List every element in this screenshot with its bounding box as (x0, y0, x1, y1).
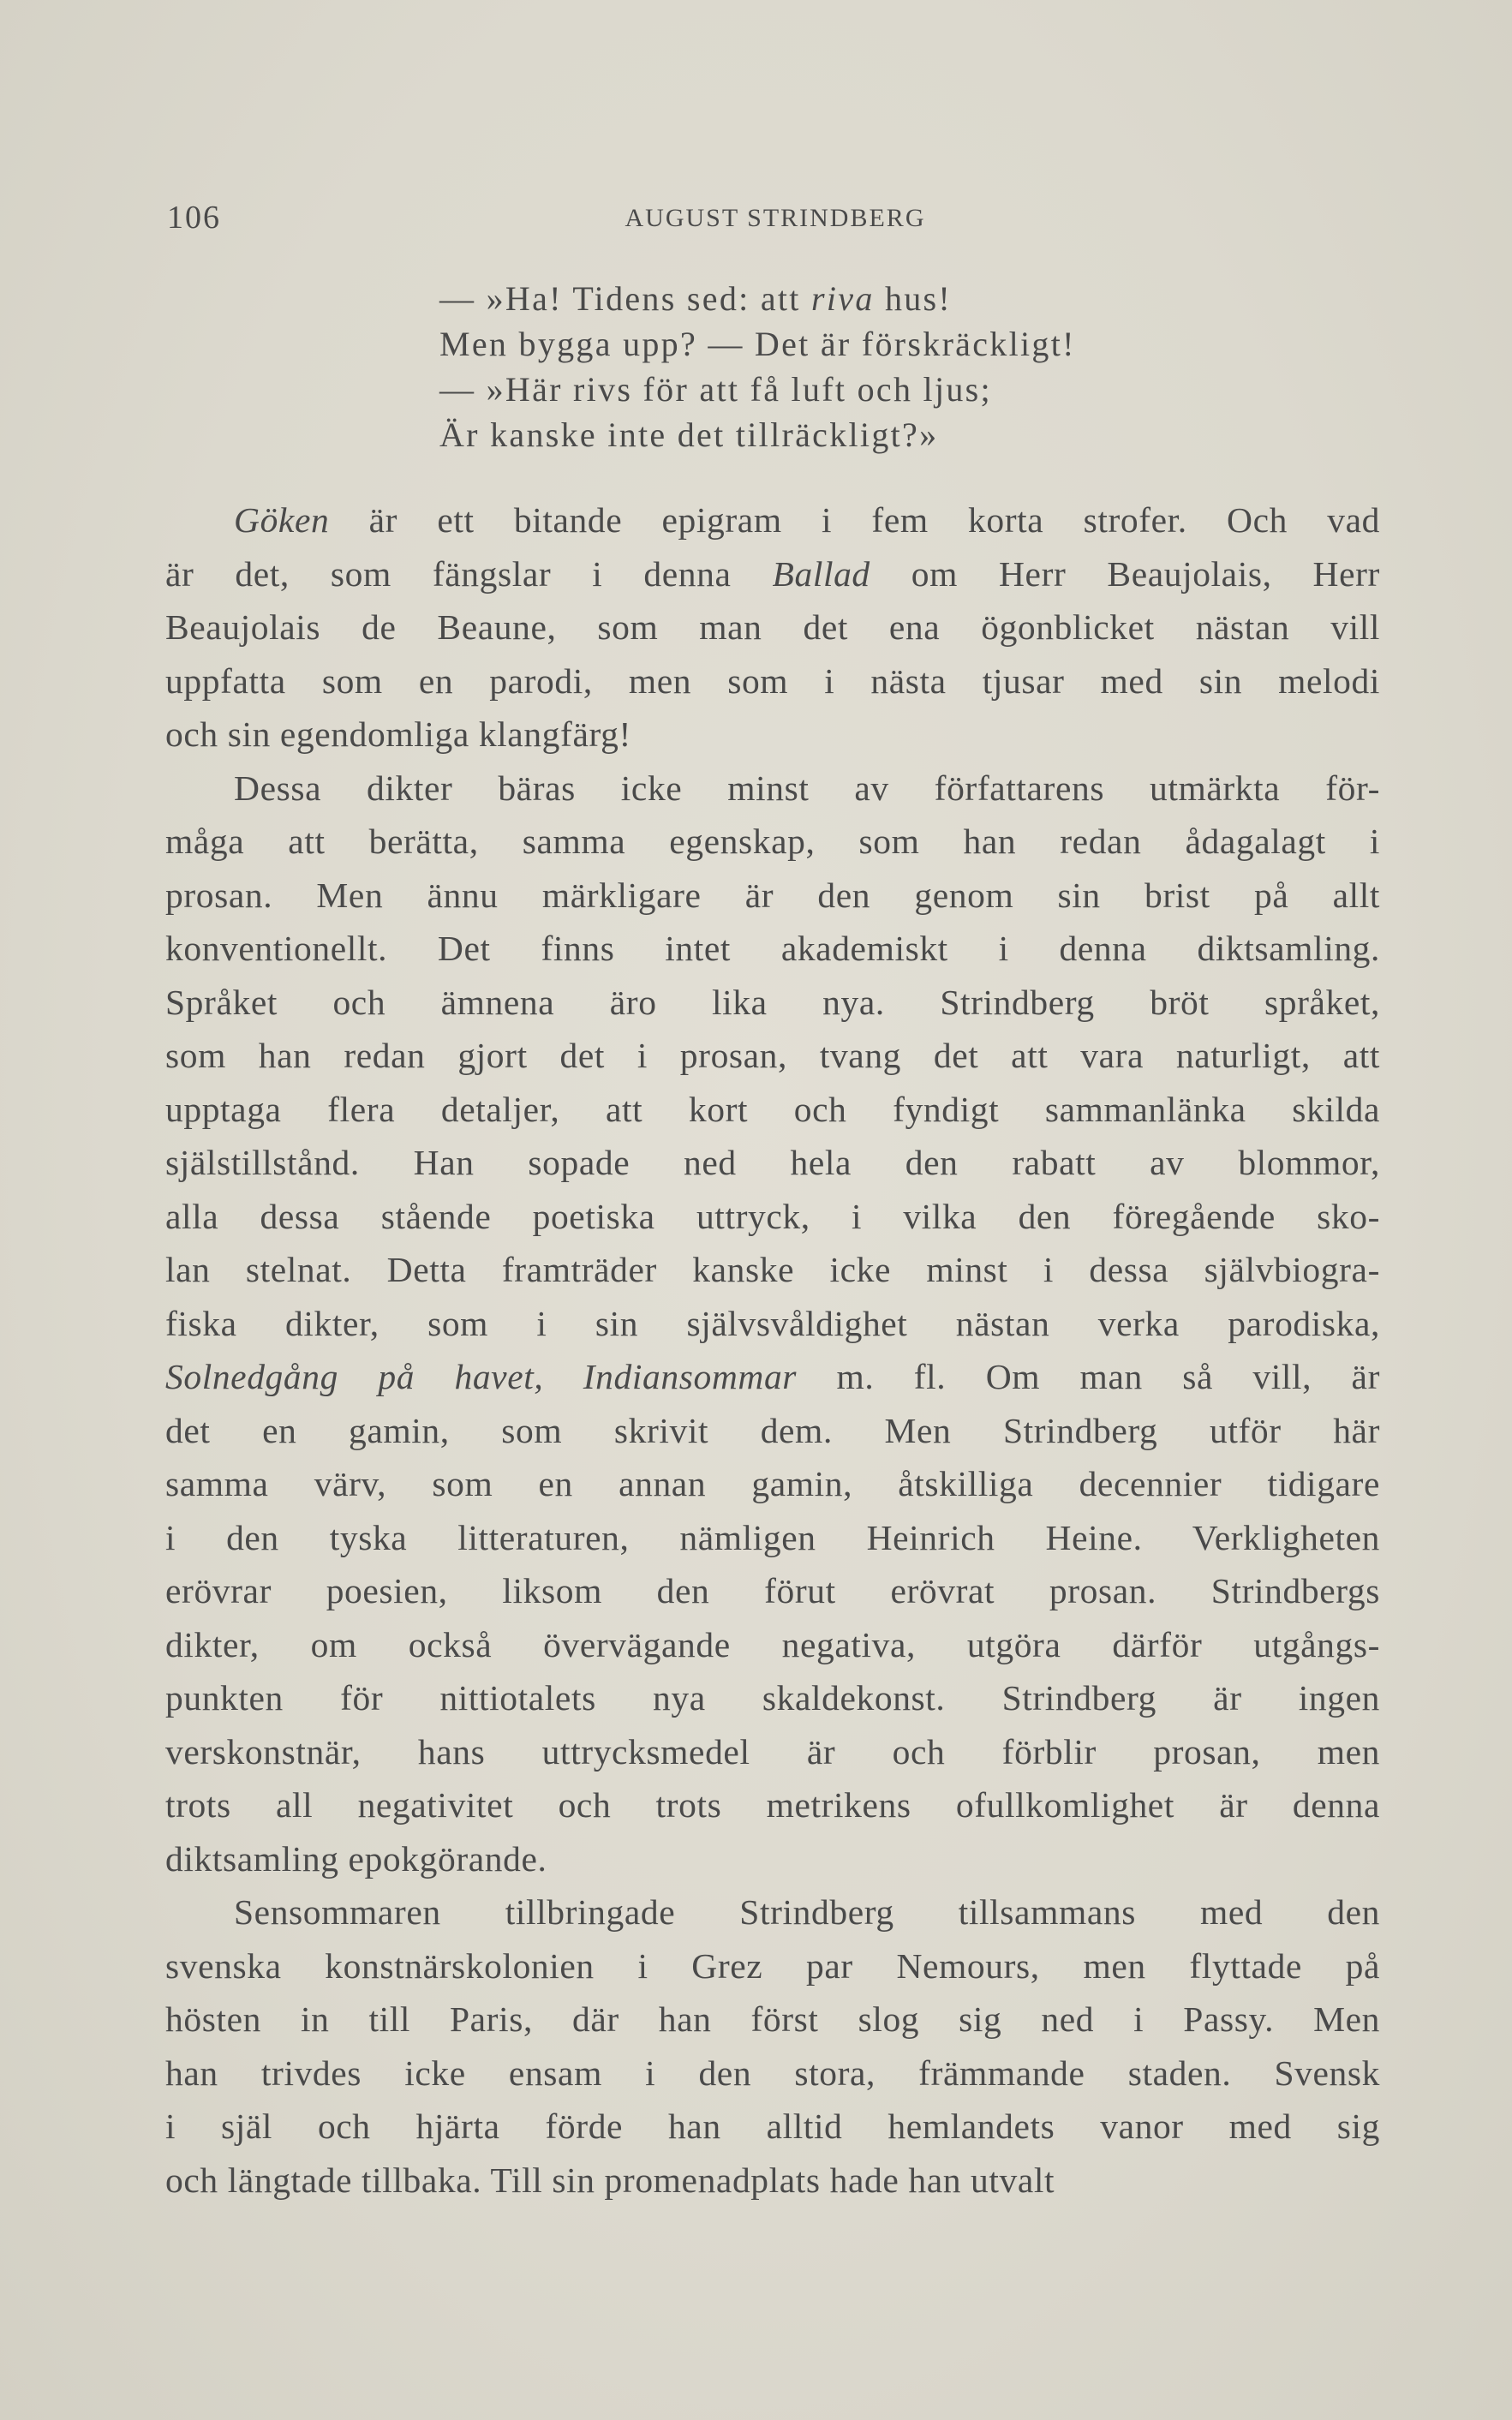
body-text (165, 493, 1380, 2207)
text-line: fiska dikter, som i sin självsvåldighet nästan verka parodiska, (165, 1303, 1380, 1343)
text-line: Solnedgång på havet, Indiansommar m. fl. Om man så vill, är (165, 1357, 1380, 1396)
text-line: alla dessa stående poetiska uttryck, i vilka den föregående sko- (165, 1196, 1380, 1236)
text-line: som han redan gjort det i prosan, tvang det att vara naturligt, att (165, 1036, 1380, 1075)
poem-quote (439, 276, 1076, 457)
text-line: dikter, om också övervägande negativa, utgöra därför utgångs- (165, 1624, 1380, 1664)
paragraph (165, 493, 1380, 762)
text-line: Göken är ett bitande epigram i fem korta strofer. Och vad (234, 500, 1380, 540)
text-line: det en gamin, som skrivit dem. Men Strindberg utför här (165, 1410, 1380, 1450)
text-line: och sin egendomliga klangfärg! (165, 714, 631, 754)
poem-line: Är kanske inte det tillräckligt?» (439, 415, 939, 454)
text-line: Språket och ämnena äro lika nya. Strindberg bröt språket, (165, 982, 1380, 1022)
text-line: Dessa dikter bäras icke minst av författarens utmärkta för- (234, 768, 1380, 808)
text-line: prosan. Men ännu märkligare är den genom sin brist på allt (165, 875, 1380, 915)
poem-line: Men bygga upp? — Det är förskräckligt! (439, 325, 1076, 363)
text-line: konventionellt. Det finns intet akademiskt i denna diktsamling. (165, 929, 1380, 968)
poem-line: — »Ha! Tidens sed: att riva hus! (439, 279, 953, 318)
text-line: hösten in till Paris, där han först slog sig ned i Passy. Men (165, 1999, 1380, 2039)
paragraph (165, 1885, 1380, 2207)
text-line: i själ och hjärta förde han alltid hemlandets vanor med sig (165, 2106, 1380, 2146)
text-line: upptaga flera detaljer, att kort och fyndigt sammanlänka skilda (165, 1089, 1380, 1129)
text-line: Sensommaren tillbringade Strindberg tillsammans med den (234, 1892, 1380, 1932)
text-line: måga att berätta, samma egenskap, som han redan ådagalagt i (165, 822, 1380, 861)
text-line: lan stelnat. Detta framträder kanske icke minst i dessa självbiogra- (165, 1250, 1380, 1289)
text-line: och längtade tillbaka. Till sin promenadplats hade han utvalt (165, 2160, 1055, 2200)
text-line: han trivdes icke ensam i den stora, främmande staden. Svensk (165, 2053, 1380, 2093)
text-line: samma värv, som en annan gamin, åtskilliga decennier tidigare (165, 1464, 1380, 1503)
page-number: 106 (167, 200, 221, 236)
poem-line: — »Här rivs för att få luft och ljus; (439, 370, 992, 409)
text-line: trots all negativitet och trots metrikens ofullkomlighet är denna (165, 1785, 1380, 1825)
text-line: erövrar poesien, liksom den förut erövrat prosan. Strindbergs (165, 1571, 1380, 1610)
text-line: punkten för nittiotalets nya skaldekonst. Strindberg är ingen (165, 1678, 1380, 1718)
text-line: uppfatta som en parodi, men som i nästa tjusar med sin melodi (165, 660, 1380, 701)
text-line: Beaujolais de Beaune, som man det ena ögonblicket nästan vill (165, 607, 1380, 647)
page-header (167, 199, 1384, 242)
text-line: i den tyska litteraturen, nämligen Heinrich Heine. Verkligheten (165, 1517, 1380, 1557)
text-line: diktsamling epokgörande. (165, 1838, 547, 1879)
text-line: är det, som fängslar i denna Ballad om Herr Beaujolais, Herr (165, 553, 1380, 594)
paragraph (165, 762, 1380, 1886)
running-head: AUGUST STRINDBERG (625, 204, 926, 232)
text-line: svenska konstnärskolonien i Grez par Nemours, men flyttade på (165, 1945, 1380, 1986)
text-line: verskonstnär, hans uttrycksmedel är och förblir prosan, men (165, 1731, 1380, 1772)
text-line: själstillstånd. Han sopade ned hela den rabatt av blommor, (165, 1143, 1380, 1182)
